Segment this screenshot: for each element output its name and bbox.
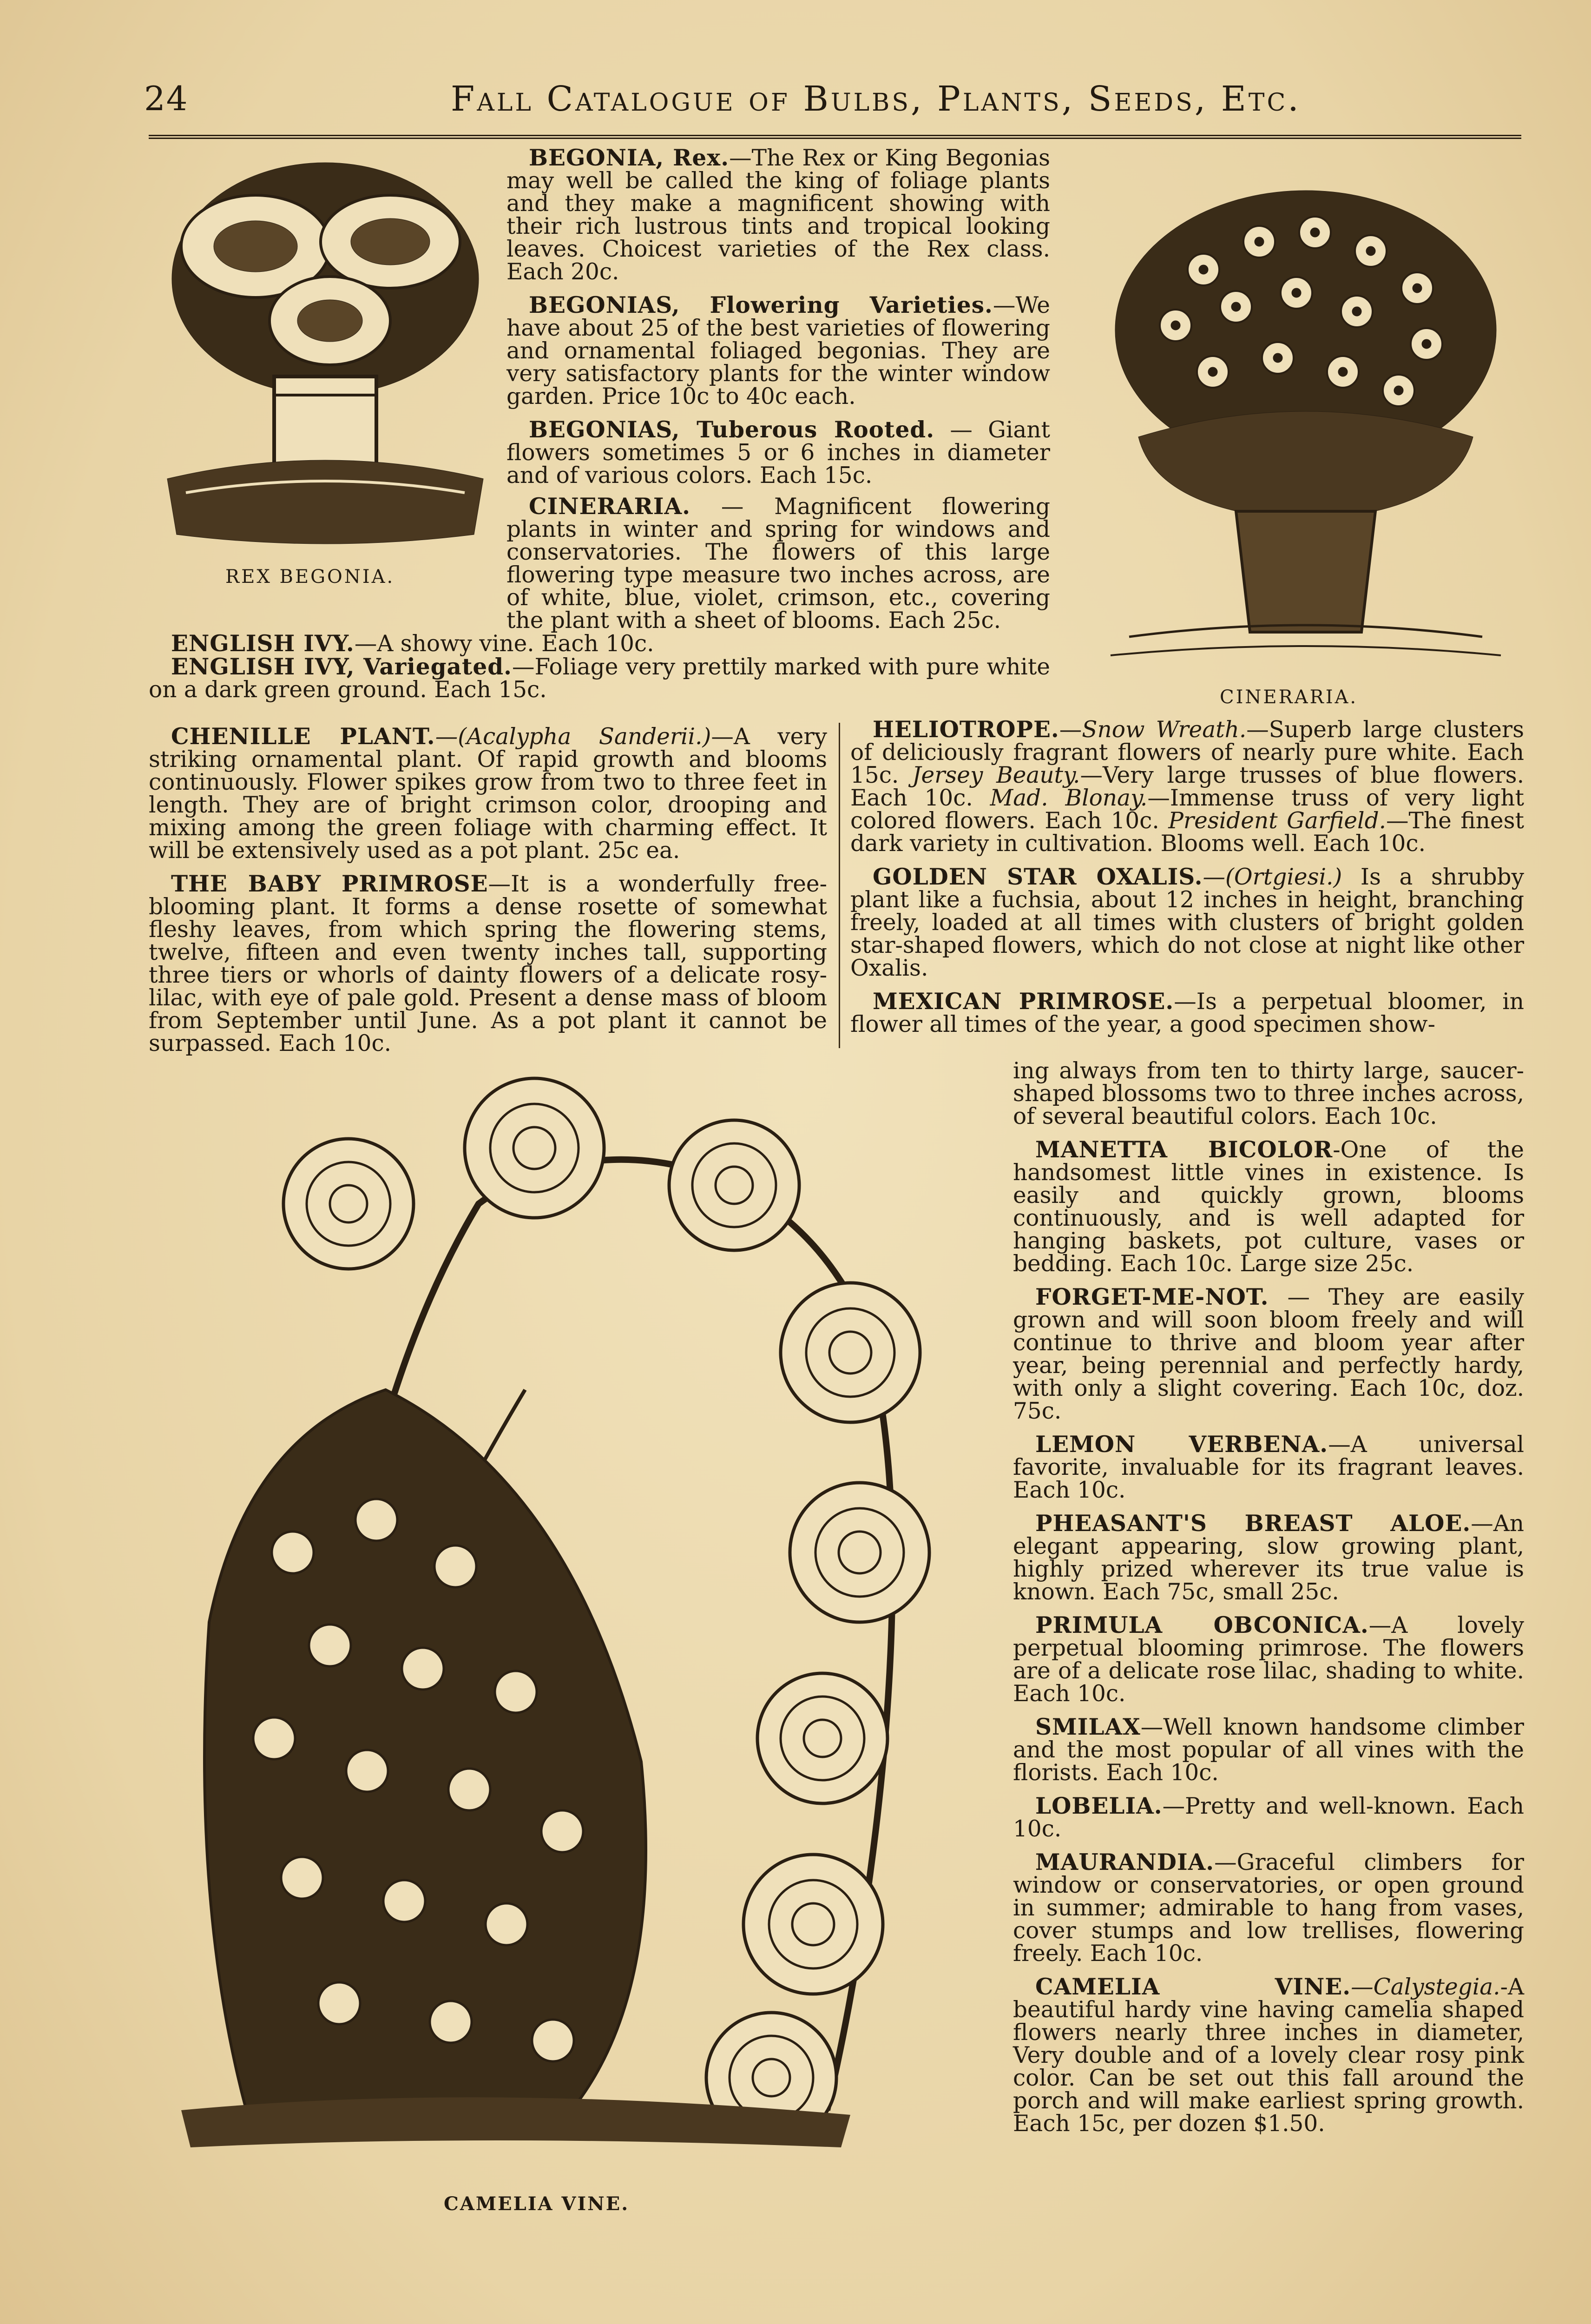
cineraria-illustration xyxy=(1083,177,1529,679)
entry-mexican-primrose: MEXICAN PRIMROSE.—Is a perpetual bloomer, in flower all times of the year, a good specimen show- xyxy=(850,988,1525,1037)
cineraria-ivy-block xyxy=(149,495,1050,701)
entry-baby-primrose: THE BABY PRIMROSE—It is a wonderfully free-blooming plant. It forms a dense rosette of somewhat fleshy leaves, from which spring the flowering stems, twelve, fifteen and even twenty inches tall, supporting three tiers or whorls of dainty flowers of a delicate rosy-lilac, with eye of pale gold. Present a dense mass of bloom from September until June. As a pot plant it cannot be surpassed. Each 10c. xyxy=(149,871,827,1056)
running-title: Fall Catalogue of Bulbs, Plants, Seeds, Etc. xyxy=(451,79,1301,119)
entry-chenille-plant: CHENILLE PLANT.—(Acalypha Sanderii.)—A very striking ornamental plant. Of rapid growth and blooms continuously. Flower spikes grow from two to three feet in length. They are of bright crimson color, drooping and mixing among the green foliage with charming effect. It will be extensively used as a pot plant. 25c ea. xyxy=(149,723,827,864)
entry-forget-me-not: FORGET-ME-NOT. — They are easily grown and will soon bloom freely and will continue to thrive and bloom year after year, being perennial and perfectly hardy, with only a slight covering. Each 10c, doz. 75c. xyxy=(1013,1284,1524,1424)
entry-begonias-flowering: BEGONIAS, Flowering Varieties.—We have about 25 of the best varieties of flowering and ornamental foliaged begonias. They are very satisfactory plants for the winter window garden. Price 10c to 40c each. xyxy=(506,292,1050,409)
caption-rex-begonia: REX BEGONIA. xyxy=(225,566,395,588)
caption-cineraria: CINERARIA. xyxy=(1220,687,1358,708)
right-middle-column xyxy=(850,718,1524,1036)
entry-smilax: SMILAX—Well known handsome climber and the most popular of all vines with the florists. Each 10c. xyxy=(1013,1714,1524,1786)
entry-manetta-bicolor: MANETTA BICOLOR-One of the handsomest little vines in existence. Is easily and quickly grown, blooms continuously, and is well adapted for hanging baskets, pot culture, vases or bedding. Each 10c. Large size 25c. xyxy=(1013,1136,1524,1277)
entry-pheasants-breast-aloe: PHEASANT'S BREAST ALOE.—An elegant appearing, slow growing plant, highly prized wherever its true value is known. Each 75c, small 25c. xyxy=(1013,1510,1524,1605)
entry-begonias-tuberous: BEGONIAS, Tuberous Rooted. — Giant flowers sometimes 5 or 6 inches in diameter and of various colors. Each 15c. xyxy=(506,416,1050,489)
header-rule xyxy=(149,135,1521,139)
entry-lemon-verbena: LEMON VERBENA.—A universal favorite, invaluable for its fragrant leaves. Each 10c. xyxy=(1013,1431,1524,1503)
entry-heliotrope: HELIOTROPE.—Snow Wreath.—Superb large clusters of deliciously fragrant flowers of nearly pure white. Each 15c. Jersey Beauty.—Very large trusses of blue flowers. Each 10c. Mad. Blonay.—Immense truss of very light colored flowers. Each 10c. President Garfield.—The finest dark variety in cultivation. Blooms well. Each 10c. xyxy=(850,716,1524,857)
entry-primula-obconica: PRIMULA OBCONICA.—A lovely perpetual blooming primrose. The flowers are of a delicate rose lilac, shading to white. Each 10c. xyxy=(1013,1612,1525,1707)
camelia-vine-illustration xyxy=(153,1064,1027,2180)
entry-golden-star-oxalis: GOLDEN STAR OXALIS.—(Ortgiesi.) Is a shrubby plant like a fuchsia, about 12 inches in height, branching freely, loaded at all times with clusters of bright golden star-shaped flowers, which do not close at night like other Oxalis. xyxy=(850,864,1524,981)
entry-english-ivy-variegated: ENGLISH IVY, Variegated.—Foliage very prettily marked with pure white on a dark green ground. Each 15c. xyxy=(149,654,1051,703)
caption-camelia-vine: CAMELIA VINE. xyxy=(444,2193,630,2215)
entry-cineraria: CINERARIA. — Magnificent flowering plants in winter and spring for windows and conservatories. The flowers of this large flowering type measure two inches across, are of white, blue, violet, crimson, etc., covering the plant with a sheet of blooms. Each 25c. xyxy=(506,493,1050,634)
entry-camelia-vine: CAMELIA VINE.—Calystegia.-A beautiful hardy vine having camelia shaped flowers nearly three inches in diameter, Very double and of a lovely clear rosy pink color. Can be set out this fall around the porch and will make earliest spring growth. Each 15c, per dozen $1.50. xyxy=(1013,1974,1524,2137)
entry-lobelia: LOBELIA.—Pretty and well-known. Each 10c. xyxy=(1013,1793,1524,1842)
entry-english-ivy: ENGLISH IVY.—A showy vine. Each 10c. xyxy=(171,630,654,657)
left-middle-column xyxy=(149,725,827,1065)
top-text-block xyxy=(506,146,1050,497)
right-lower-column xyxy=(1013,1060,1524,2146)
page-header xyxy=(144,79,1521,130)
entry-mexican-primrose-cont: ing always from ten to thirty large, saucer-shaped blossoms two to three inches across, of several beautiful colors. Each 10c. xyxy=(1013,1058,1524,1129)
column-divider xyxy=(839,723,840,1048)
entry-maurandia: MAURANDIA.—Graceful climbers for window or conservatories, or open ground in summer; admirable to hang from vases, cover stumps and low trellises, flowering freely. Each 10c. xyxy=(1013,1849,1524,1967)
page-number: 24 xyxy=(144,79,189,118)
entry-begonia-rex: BEGONIA, Rex.—The Rex or King Begonias may well be called the king of foliage plants and they make a magnificent showing with their rich lustrous tints and tropical looking leaves. Choicest varieties of the Rex class. Each 20c. xyxy=(506,145,1050,285)
